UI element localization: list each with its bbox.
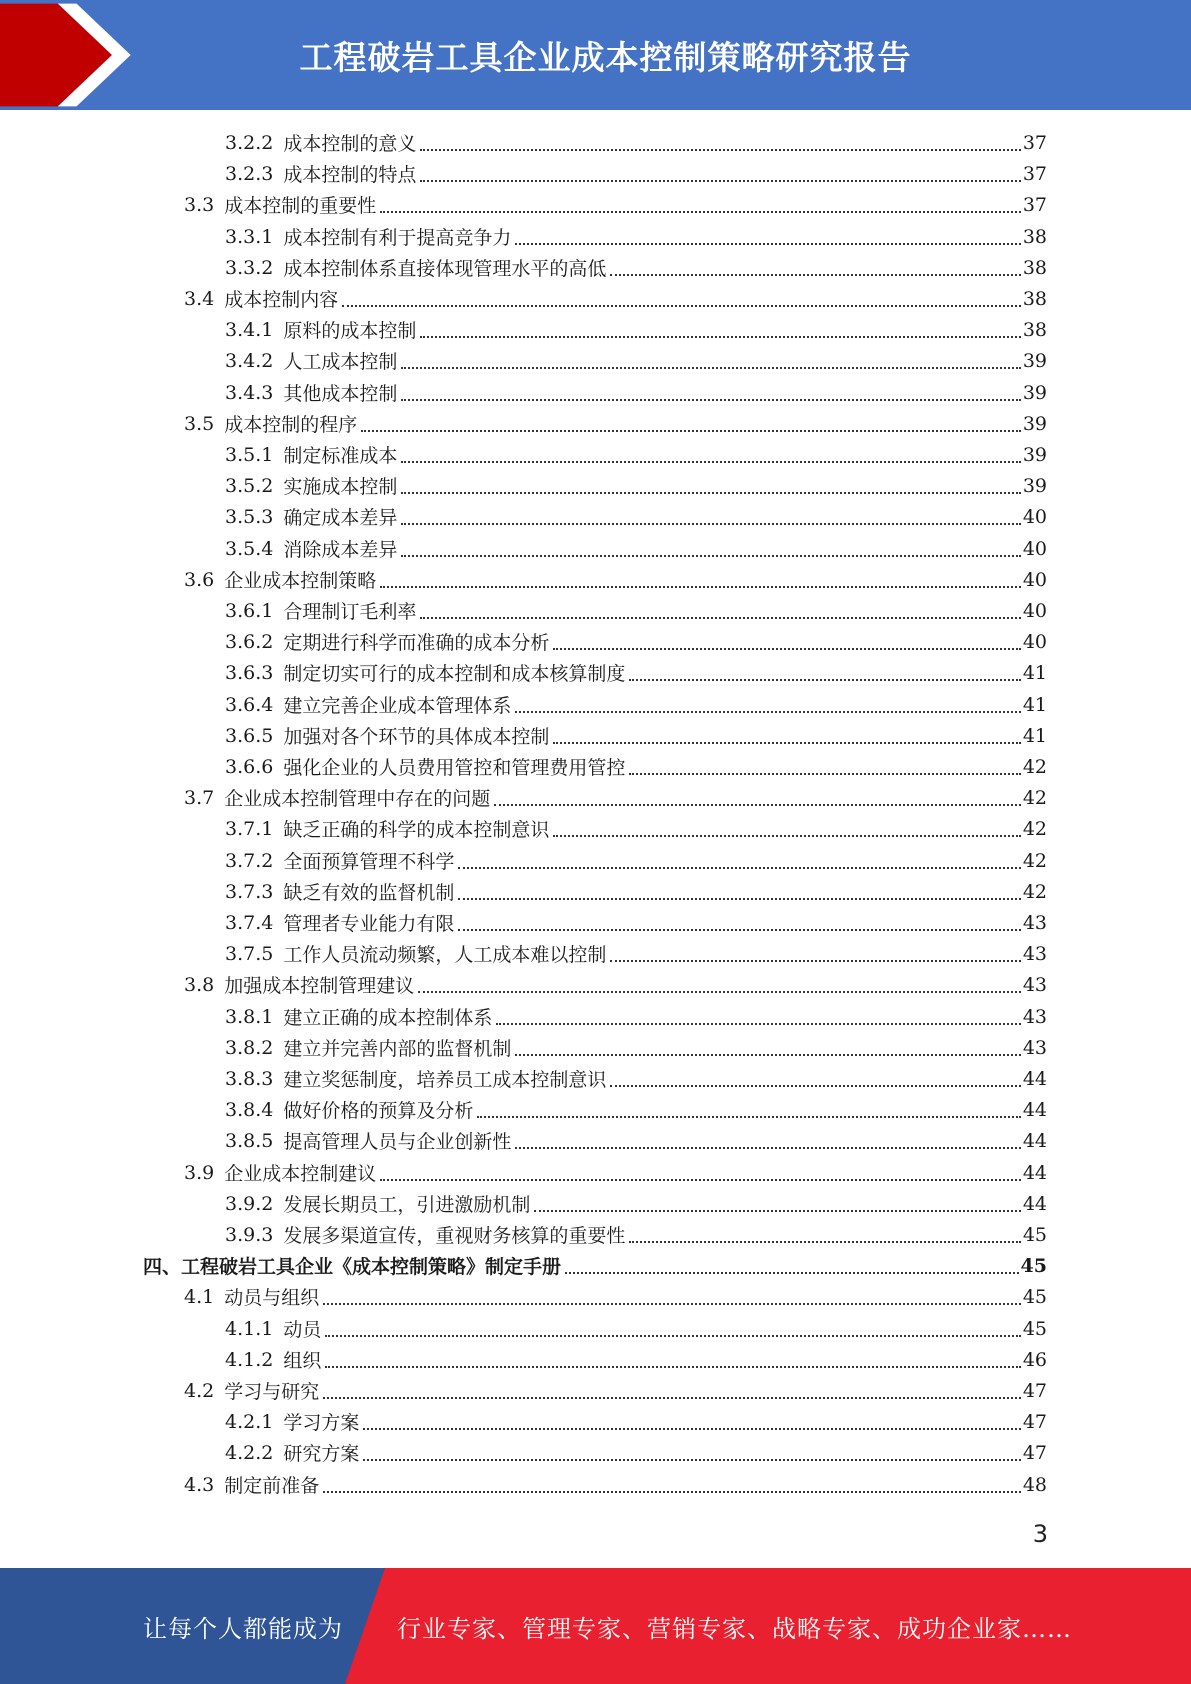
toc-entry-title: 制定前准备 [224, 1475, 320, 1497]
toc-entry-page: 39 [1022, 474, 1047, 497]
toc-dot-leader [629, 1241, 1020, 1243]
toc-entry[interactable] [225, 938, 1047, 969]
toc-entry[interactable] [184, 782, 1047, 813]
toc-entry-page: 37 [1022, 193, 1047, 216]
page-header [0, 0, 1191, 110]
toc-entry-page: 45 [1022, 1285, 1047, 1308]
toc-entry-number: 3.7.3 [225, 880, 274, 903]
toc-entry[interactable] [225, 813, 1047, 844]
toc-entry-number: 3.5 [184, 412, 215, 435]
toc-entry-title: 人工成本控制 [283, 351, 398, 373]
toc-entry-title: 学习方案 [283, 1412, 360, 1434]
toc-entry-page: 39 [1022, 412, 1047, 435]
toc-entry-page: 39 [1022, 349, 1047, 372]
toc-entry-number: 4.1.1 [225, 1317, 274, 1340]
toc-entry-title: 做好价格的预算及分析 [283, 1100, 474, 1122]
toc-entry-page: 41 [1022, 693, 1047, 716]
toc-entry-number: 3.6.5 [225, 724, 274, 747]
toc-entry-number: 3.7.4 [225, 911, 274, 934]
toc-entry[interactable] [225, 127, 1047, 158]
toc-dot-leader [494, 804, 1021, 806]
toc-entry-title: 成本控制内容 [224, 289, 339, 311]
toc-dot-leader [458, 898, 1020, 900]
toc-dot-leader [420, 336, 1020, 338]
toc-entry-number: 3.2.3 [225, 162, 274, 185]
toc-entry-page: 44 [1022, 1161, 1047, 1184]
toc-entry-number: 3.4.2 [225, 349, 274, 372]
toc-dot-leader [553, 648, 1020, 650]
page-number: 3 [1032, 1520, 1048, 1548]
toc-dot-leader [323, 1397, 1021, 1399]
toc-entry[interactable] [225, 1406, 1047, 1437]
toc-entry-number: 3.6.4 [225, 693, 274, 716]
toc-entry-title: 成本控制有利于提高竞争力 [283, 227, 512, 249]
toc-entry[interactable] [225, 470, 1047, 501]
toc-dot-leader [420, 149, 1020, 151]
toc-entry[interactable] [225, 1437, 1047, 1468]
toc-entry-number: 3.7.1 [225, 817, 274, 840]
toc-entry-title: 其他成本控制 [283, 383, 398, 405]
toc-dot-leader [610, 960, 1020, 962]
toc-entry-number: 3.8.2 [225, 1036, 274, 1059]
toc-entry-number: 4.3 [184, 1473, 215, 1496]
toc-entry-number: 3.6.3 [225, 661, 274, 684]
toc-entry-title: 组织 [283, 1350, 322, 1372]
toc-entry[interactable] [225, 533, 1047, 564]
toc-entry-page: 43 [1022, 1005, 1047, 1028]
toc-entry[interactable] [225, 626, 1047, 657]
toc-entry-page: 44 [1022, 1067, 1047, 1090]
toc-entry-number: 3.5.1 [225, 443, 274, 466]
toc-dot-leader [565, 1272, 1019, 1274]
toc-entry-title: 动员与组织 [224, 1287, 320, 1309]
toc-entry-title: 强化企业的人员费用管控和管理费用管控 [283, 757, 626, 779]
toc-entry[interactable] [225, 1063, 1047, 1094]
toc-dot-leader [496, 1023, 1020, 1025]
toc-entry-number: 4.2.1 [225, 1410, 274, 1433]
toc-entry-title: 发展长期员工，引进激励机制 [283, 1194, 531, 1216]
toc-entry-title: 研究方案 [283, 1443, 360, 1465]
toc-dot-leader [418, 991, 1021, 993]
toc-entry-number: 4.1 [184, 1285, 215, 1308]
page-footer [0, 1568, 1191, 1684]
toc-entry[interactable] [184, 1375, 1047, 1406]
toc-entry-number: 3.6.1 [225, 599, 274, 622]
toc-dot-leader [553, 835, 1020, 837]
toc-dot-leader [515, 1147, 1020, 1149]
toc-entry-page: 40 [1022, 599, 1047, 622]
toc-dot-leader [380, 211, 1021, 213]
toc-entry-title: 企业成本控制策略 [224, 570, 377, 592]
toc-entry-title: 提高管理人员与企业创新性 [283, 1131, 512, 1153]
toc-entry-page: 42 [1022, 817, 1047, 840]
toc-dot-leader [401, 523, 1020, 525]
toc-entry-title: 成本控制体系直接体现管理水平的高低 [283, 258, 607, 280]
toc-dot-leader [401, 492, 1020, 494]
toc-dot-leader [342, 305, 1021, 307]
toc-entry-title: 动员 [283, 1319, 322, 1341]
toc-entry-title: 加强成本控制管理建议 [224, 975, 415, 997]
toc-dot-leader [361, 430, 1021, 432]
toc-entry-number: 3.9 [184, 1161, 215, 1184]
toc-entry[interactable] [225, 689, 1047, 720]
toc-dot-leader [515, 243, 1020, 245]
toc-entry-page: 40 [1022, 568, 1047, 591]
toc-entry-page: 46 [1022, 1348, 1047, 1371]
toc-entry-page: 42 [1022, 755, 1047, 778]
toc-entry-number: 3.5.3 [225, 505, 274, 528]
toc-entry-number: 3.8.3 [225, 1067, 274, 1090]
toc-dot-leader [534, 1210, 1020, 1212]
toc-entry[interactable] [225, 1219, 1047, 1250]
toc-entry-title: 成本控制的程序 [224, 414, 358, 436]
toc-entry-page: 40 [1022, 537, 1047, 560]
toc-entry-title: 实施成本控制 [283, 476, 398, 498]
toc-entry[interactable] [225, 345, 1047, 376]
toc-entry-number: 3.5.4 [225, 537, 274, 560]
toc-entry-page: 44 [1022, 1129, 1047, 1152]
toc-entry-page: 47 [1022, 1379, 1047, 1402]
toc-entry-page: 42 [1022, 849, 1047, 872]
toc-entry-title: 建立奖惩制度，培养员工成本控制意识 [283, 1069, 607, 1091]
toc-entry-title: 制定标准成本 [283, 445, 398, 467]
toc-entry[interactable] [225, 1344, 1047, 1375]
toc-entry-number: 3.8.4 [225, 1098, 274, 1121]
toc-entry[interactable] [225, 907, 1047, 938]
toc-dot-leader [363, 1459, 1020, 1461]
toc-entry[interactable] [225, 845, 1047, 876]
toc-entry-page: 40 [1022, 630, 1047, 653]
toc-entry[interactable] [225, 1094, 1047, 1125]
toc-dot-leader [610, 274, 1020, 276]
toc-dot-leader [325, 1366, 1020, 1368]
toc-dot-leader [420, 180, 1020, 182]
toc-entry[interactable] [184, 1281, 1047, 1312]
toc-entry-number: 3.9.3 [225, 1223, 274, 1246]
footer-slogan-right: 行业专家、管理专家、营销专家、战略专家、成功企业家…… [397, 1614, 1072, 1643]
toc-entry-page: 43 [1022, 1036, 1047, 1059]
toc-entry-number: 4.2.2 [225, 1441, 274, 1464]
toc-entry-title: 成本控制的意义 [283, 133, 417, 155]
toc-entry-page: 43 [1022, 973, 1047, 996]
toc-dot-leader [323, 1491, 1021, 1493]
toc-entry[interactable] [184, 1469, 1047, 1500]
toc-entry-number: 3.4.3 [225, 381, 274, 404]
toc-entry[interactable] [225, 1125, 1047, 1156]
toc-entry-number: 4.1.2 [225, 1348, 274, 1371]
toc-dot-leader [401, 555, 1020, 557]
toc-entry-title: 原料的成本控制 [283, 320, 417, 342]
toc-entry-title: 成本控制的特点 [283, 164, 417, 186]
toc-entry-page: 37 [1022, 131, 1047, 154]
toc-entry-number: 3.7.2 [225, 849, 274, 872]
toc-dot-leader [629, 679, 1020, 681]
toc-entry[interactable] [184, 408, 1047, 439]
toc-entry-title: 合理制订毛利率 [283, 601, 417, 623]
toc-entry[interactable] [225, 1032, 1047, 1063]
toc-entry-page: 48 [1022, 1473, 1047, 1496]
toc-dot-leader [380, 1179, 1021, 1181]
toc-entry-number: 3.5.2 [225, 474, 274, 497]
toc-entry-number: 3.4.1 [225, 318, 274, 341]
toc-dot-leader [515, 1054, 1020, 1056]
toc-entry[interactable] [184, 189, 1047, 220]
toc-entry-page: 43 [1022, 942, 1047, 965]
toc-entry-title: 企业成本控制建议 [224, 1163, 377, 1185]
toc-dot-leader [477, 1116, 1020, 1118]
toc-entry-number: 3.3.2 [225, 256, 274, 279]
toc-entry-title: 缺乏正确的科学的成本控制意识 [283, 819, 550, 841]
toc-entry-page: 37 [1022, 162, 1047, 185]
toc-entry-title: 学习与研究 [224, 1381, 320, 1403]
toc-entry-number: 3.8.5 [225, 1129, 274, 1152]
toc-entry-title: 管理者专业能力有限 [283, 913, 455, 935]
toc-entry-title: 工作人员流动频繁，人工成本难以控制 [283, 944, 607, 966]
toc-entry-number: 3.3 [184, 193, 215, 216]
toc-entry[interactable] [225, 252, 1047, 283]
toc-entry-number: 3.7.5 [225, 942, 274, 965]
toc-entry-title: 建立正确的成本控制体系 [283, 1007, 493, 1029]
toc-entry-title: 加强对各个环节的具体成本控制 [283, 726, 550, 748]
toc-entry-page: 38 [1022, 225, 1047, 248]
toc-dot-leader [629, 773, 1020, 775]
toc-entry-title: 确定成本差异 [283, 507, 398, 529]
toc-entry[interactable] [184, 969, 1047, 1000]
toc-entry-page: 42 [1022, 786, 1047, 809]
toc-entry-page: 45 [1022, 1223, 1047, 1246]
toc-entry-page: 38 [1022, 287, 1047, 310]
toc-dot-leader [420, 617, 1020, 619]
toc-entry-number: 3.6.6 [225, 755, 274, 778]
toc-entry-number: 3.7 [184, 786, 215, 809]
toc-dot-leader [401, 399, 1020, 401]
toc-entry[interactable] [225, 595, 1047, 626]
toc-entry-number: 4.2 [184, 1379, 215, 1402]
toc-entry-title: 建立并完善内部的监督机制 [283, 1038, 512, 1060]
toc-entry-title: 消除成本差异 [283, 539, 398, 561]
toc-entry[interactable] [225, 657, 1047, 688]
toc-entry[interactable] [225, 377, 1047, 408]
toc-entry[interactable] [225, 501, 1047, 532]
toc-entry-page: 45 [1020, 1254, 1047, 1277]
toc-dot-leader [380, 586, 1021, 588]
toc-entry-number: 3.8 [184, 973, 215, 996]
toc-entry-page: 47 [1022, 1410, 1047, 1433]
toc-dot-leader [323, 1303, 1021, 1305]
toc-dot-leader [610, 1085, 1020, 1087]
toc-entry-number: 3.4 [184, 287, 215, 310]
toc-entry[interactable] [225, 221, 1047, 252]
toc-entry[interactable] [225, 751, 1047, 782]
toc-entry-number: 3.3.1 [225, 225, 274, 248]
toc-dot-leader [363, 1428, 1020, 1430]
toc-entry[interactable] [225, 1188, 1047, 1219]
toc-entry-title: 制定切实可行的成本控制和成本核算制度 [283, 663, 626, 685]
toc-entry-page: 41 [1022, 724, 1047, 747]
toc-entry-number: 3.9.2 [225, 1192, 274, 1215]
document-title: 工程破岩工具企业成本控制策略研究报告 [299, 37, 912, 77]
toc-dot-leader [401, 367, 1020, 369]
toc-dot-leader [458, 929, 1020, 931]
toc-entry-page: 39 [1022, 443, 1047, 466]
toc-entry-title: 定期进行科学而准确的成本分析 [283, 632, 550, 654]
toc-dot-leader [458, 867, 1020, 869]
toc-dot-leader [325, 1335, 1020, 1337]
toc-entry-page: 38 [1022, 318, 1047, 341]
toc-entry-page: 40 [1022, 505, 1047, 528]
toc-entry-page: 42 [1022, 880, 1047, 903]
toc-entry-title: 四、工程破岩工具企业《成本控制策略》制定手册 [143, 1256, 562, 1278]
toc-entry-page: 43 [1022, 911, 1047, 934]
toc-entry-page: 39 [1022, 381, 1047, 404]
toc-entry-page: 41 [1022, 661, 1047, 684]
toc-entry[interactable] [184, 1157, 1047, 1188]
toc-dot-leader [515, 711, 1020, 713]
toc-entry[interactable] [225, 314, 1047, 345]
toc-entry-title: 全面预算管理不科学 [283, 851, 455, 873]
toc-entry[interactable] [225, 439, 1047, 470]
toc-entry-number: 3.8.1 [225, 1005, 274, 1028]
toc-entry-title: 发展多渠道宣传，重视财务核算的重要性 [283, 1225, 626, 1247]
toc-entry[interactable] [184, 283, 1047, 314]
toc-entry[interactable] [143, 1250, 1047, 1281]
toc-entry-title: 成本控制的重要性 [224, 195, 377, 217]
toc-entry-title: 企业成本控制管理中存在的问题 [224, 788, 491, 810]
footer-slogan-left: 让每个人都能成为 [143, 1614, 343, 1643]
toc-entry-page: 45 [1022, 1317, 1047, 1340]
toc-entry-number: 3.2.2 [225, 131, 274, 154]
toc-entry-title: 建立完善企业成本管理体系 [283, 695, 512, 717]
toc-entry[interactable] [225, 1313, 1047, 1344]
toc-entry[interactable] [184, 564, 1047, 595]
toc-entry-page: 38 [1022, 256, 1047, 279]
toc-dot-leader [553, 742, 1020, 744]
toc-entry-page: 44 [1022, 1098, 1047, 1121]
toc-entry[interactable] [225, 1001, 1047, 1032]
toc-entry-page: 47 [1022, 1441, 1047, 1464]
toc-dot-leader [401, 461, 1020, 463]
toc-entry-number: 3.6.2 [225, 630, 274, 653]
toc-entry[interactable] [225, 158, 1047, 189]
toc-entry-number: 3.6 [184, 568, 215, 591]
toc-entry[interactable] [225, 720, 1047, 751]
toc-entry[interactable] [225, 876, 1047, 907]
toc-entry-title: 缺乏有效的监督机制 [283, 882, 455, 904]
toc-entry-page: 44 [1022, 1192, 1047, 1215]
